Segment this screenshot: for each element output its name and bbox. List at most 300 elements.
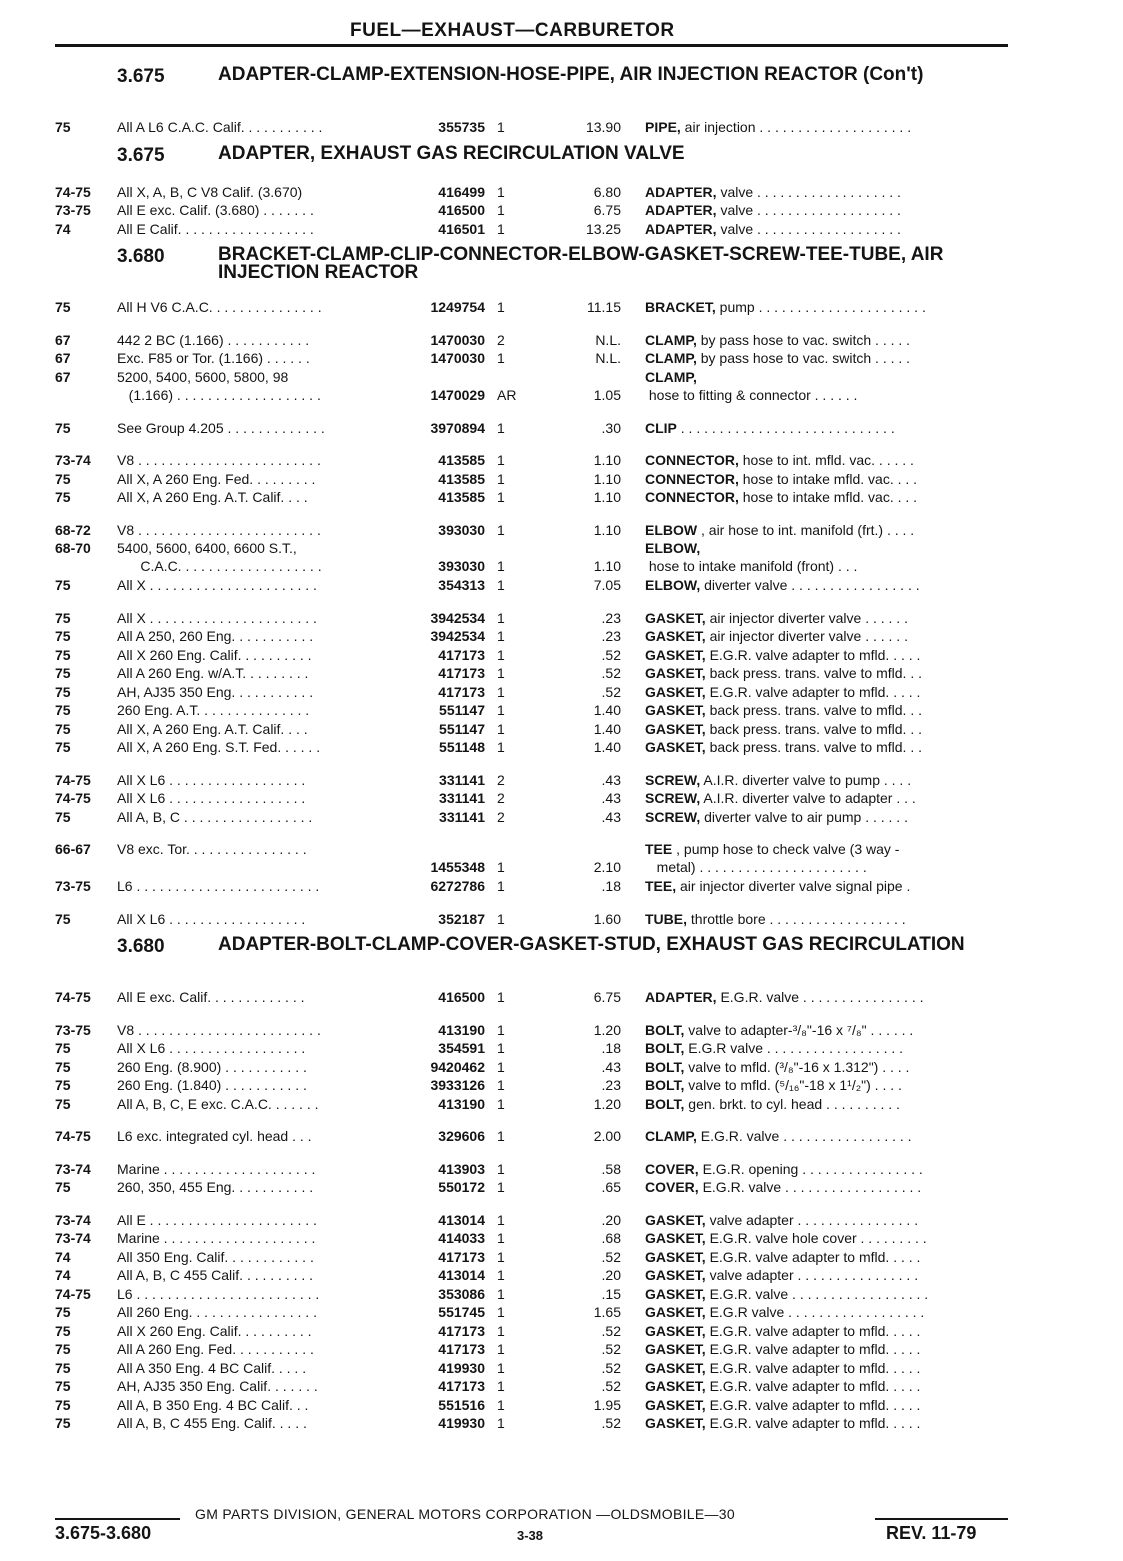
part-row bbox=[0, 1359, 1123, 1378]
part-group bbox=[0, 331, 1123, 405]
part-number: 331141 bbox=[439, 771, 485, 788]
title-rule bbox=[55, 44, 1008, 47]
section-heading bbox=[0, 244, 1123, 284]
part-row bbox=[0, 683, 1123, 702]
part-number: 413585 bbox=[438, 452, 485, 468]
model-year: 75 bbox=[55, 419, 71, 436]
description bbox=[645, 470, 1007, 488]
description bbox=[645, 298, 1007, 316]
price: .52 bbox=[601, 683, 621, 700]
application: All A 260 Eng. w/A.T. . . . . . . . . bbox=[117, 665, 309, 681]
application: All X L6 . . . . . . . . . . . . . . . . . . bbox=[117, 790, 306, 806]
application: All X 260 Eng. Calif. . . . . . . . . . bbox=[117, 646, 312, 663]
price: .15 bbox=[601, 1285, 621, 1302]
part-detail: valve to adapter-³/₈"-16 x ⁷/₈" . . . . . . bbox=[684, 1021, 914, 1038]
part-name: SCREW, bbox=[645, 808, 701, 825]
part-row bbox=[0, 1076, 1123, 1095]
section-number: 3.675 bbox=[117, 66, 165, 87]
application: All A, B, C, E exc. C.A.C. . . . . . . bbox=[117, 1095, 319, 1112]
application: 442 2 BC (1.166) . . . . . . . . . . . bbox=[117, 331, 310, 348]
description bbox=[645, 368, 1007, 404]
part-number: 3933126 bbox=[430, 1077, 485, 1093]
footer-section-range: 3.675-3.680 bbox=[55, 1523, 152, 1543]
price: .65 bbox=[601, 1179, 621, 1195]
quantity: 1 bbox=[497, 1378, 505, 1394]
part-name: BOLT, bbox=[645, 1077, 685, 1093]
catalog-section bbox=[0, 244, 1123, 928]
quantity: 2 bbox=[497, 808, 505, 825]
part-name: CLAMP, bbox=[645, 368, 697, 385]
part-number: 417173 bbox=[438, 683, 485, 700]
part-name: TUBE, bbox=[645, 910, 687, 927]
part-detail: , pump hose to check valve (3 way - metal) . . . . . . . . . . . . . . . . . . . . . . bbox=[656, 841, 900, 875]
part-detail: valve to mfld. (³/₈"-16 x 1.312") . . . . bbox=[684, 1058, 910, 1075]
part-number: 416501 bbox=[438, 220, 485, 237]
part-row bbox=[0, 738, 1123, 757]
part-detail: A.I.R. diverter valve to pump . . . . bbox=[700, 771, 912, 788]
price: 1.10 bbox=[593, 558, 621, 574]
price: .52 bbox=[601, 1359, 621, 1376]
part-name: GASKET, bbox=[645, 1359, 706, 1376]
model-year: 73-75 bbox=[55, 1021, 91, 1038]
price: 13.25 bbox=[585, 220, 621, 237]
quantity: 1 bbox=[497, 1285, 505, 1302]
model-year: 75 bbox=[55, 577, 71, 593]
part-row bbox=[0, 1039, 1123, 1058]
section-title: ADAPTER-CLAMP-EXTENSION-HOSE-PIPE, AIR INJECTION REACTOR (Con't) bbox=[218, 64, 924, 85]
price: .30 bbox=[601, 419, 621, 436]
part-detail: E.G.R. valve adapter to mfld. . . . . bbox=[705, 646, 921, 663]
part-number: 414033 bbox=[438, 1230, 485, 1246]
quantity: 1 bbox=[497, 628, 505, 644]
part-name: COVER, bbox=[645, 1179, 699, 1195]
part-name: GASKET, bbox=[645, 1415, 706, 1431]
price: 1.40 bbox=[593, 720, 621, 737]
part-number: 413190 bbox=[438, 1021, 485, 1038]
price: 1.40 bbox=[593, 702, 621, 718]
model-year: 74-75 bbox=[55, 1128, 91, 1144]
price: 6.80 bbox=[593, 183, 621, 200]
part-group bbox=[0, 910, 1123, 929]
part-detail: E.G.R. valve . . . . . . . . . . . . . . . . bbox=[716, 989, 924, 1005]
part-row bbox=[0, 576, 1123, 595]
application: All X, A, B, C V8 Calif. (3.670) bbox=[117, 183, 303, 200]
description bbox=[645, 331, 1007, 349]
part-name: CLAMP, bbox=[645, 1128, 697, 1144]
part-name: GASKET, bbox=[645, 628, 706, 644]
price: 1.20 bbox=[593, 1095, 621, 1112]
application: All E Calif. . . . . . . . . . . . . . . . . . bbox=[117, 220, 314, 237]
footer-rule-right bbox=[875, 1518, 1008, 1520]
price: .23 bbox=[601, 1077, 621, 1093]
model-year: 74-75 bbox=[55, 790, 91, 806]
application: All X, A 260 Eng. S.T. Fed. . . . . . bbox=[117, 739, 321, 755]
part-group bbox=[0, 988, 1123, 1007]
part-row bbox=[0, 1095, 1123, 1114]
part-detail: back press. trans. valve to mfld. . . bbox=[705, 739, 922, 755]
price: .43 bbox=[601, 1058, 621, 1075]
part-detail: hose to intake mfld. vac. . . . bbox=[738, 489, 918, 505]
part-group bbox=[0, 609, 1123, 757]
part-row bbox=[0, 1377, 1123, 1396]
part-detail: E.G.R. valve adapter to mfld. . . . . bbox=[705, 1396, 921, 1413]
catalog-section bbox=[0, 64, 1123, 137]
footer-page-number: 3-38 bbox=[517, 1528, 544, 1543]
part-name: ADAPTER, bbox=[645, 220, 717, 237]
model-year: 75 bbox=[55, 1378, 71, 1394]
footer-rule-left bbox=[55, 1518, 180, 1520]
quantity: 1 bbox=[497, 720, 505, 737]
quantity: 1 bbox=[497, 1396, 505, 1413]
price: .58 bbox=[601, 1160, 621, 1177]
description bbox=[645, 1303, 1007, 1321]
price: .18 bbox=[601, 878, 621, 894]
part-number: 3942534 bbox=[430, 628, 485, 644]
part-row bbox=[0, 910, 1123, 929]
price: .52 bbox=[601, 1378, 621, 1394]
application: AH, AJ35 350 Eng. . . . . . . . . . . bbox=[117, 683, 314, 700]
description bbox=[645, 1058, 1007, 1076]
quantity: 1 bbox=[497, 183, 505, 200]
model-year: 75 bbox=[55, 1396, 71, 1413]
description bbox=[645, 877, 1007, 895]
part-detail: hose to intake mfld. vac. . . . bbox=[738, 470, 918, 487]
model-year: 73-74 bbox=[55, 452, 91, 468]
description bbox=[645, 118, 1007, 136]
model-year: 75 bbox=[55, 1359, 71, 1376]
part-name: CONNECTOR, bbox=[645, 470, 739, 487]
application: All X L6 . . . . . . . . . . . . . . . . . . bbox=[117, 771, 306, 788]
model-year: 75 bbox=[55, 119, 71, 135]
part-number: 417173 bbox=[438, 1341, 485, 1357]
part-detail: air injection . . . . . . . . . . . . . . . . . . . . bbox=[680, 119, 912, 135]
part-name: GASKET, bbox=[645, 1341, 706, 1357]
part-row bbox=[0, 1127, 1123, 1146]
section-number: 3.680 bbox=[117, 246, 165, 267]
price: .43 bbox=[601, 808, 621, 825]
part-name: ELBOW bbox=[645, 521, 698, 538]
model-year: 75 bbox=[55, 1095, 71, 1112]
part-row bbox=[0, 368, 1123, 405]
part-name: GASKET, bbox=[645, 1230, 706, 1246]
part-name: TEE, bbox=[645, 878, 677, 894]
quantity: 2 bbox=[497, 790, 505, 806]
part-detail: valve . . . . . . . . . . . . . . . . . . . bbox=[716, 183, 901, 200]
application: All X . . . . . . . . . . . . . . . . . . . . . . bbox=[117, 609, 317, 626]
part-name: ELBOW, bbox=[645, 540, 701, 556]
part-row bbox=[0, 664, 1123, 683]
price: 1.10 bbox=[593, 489, 621, 505]
price: .52 bbox=[601, 665, 621, 681]
description bbox=[645, 771, 1007, 789]
quantity: 1 bbox=[497, 470, 505, 487]
part-number: 331141 bbox=[439, 790, 485, 806]
part-detail: by pass hose to vac. switch . . . . . bbox=[696, 331, 911, 348]
quantity: 1 bbox=[497, 521, 505, 538]
footer-revision: REV. 11-79 bbox=[886, 1523, 977, 1543]
price: .52 bbox=[601, 1341, 621, 1357]
part-row bbox=[0, 701, 1123, 720]
part-row bbox=[0, 1396, 1123, 1415]
description bbox=[645, 720, 1007, 738]
part-number: 355735 bbox=[438, 119, 485, 135]
part-row bbox=[0, 298, 1123, 317]
description bbox=[645, 183, 1007, 201]
model-year: 75 bbox=[55, 1179, 71, 1195]
part-number: 551147 bbox=[439, 720, 485, 737]
part-name: BOLT, bbox=[645, 1021, 685, 1038]
part-name: GASKET, bbox=[645, 609, 706, 626]
quantity: 1 bbox=[497, 1095, 505, 1112]
part-group bbox=[0, 118, 1123, 137]
description bbox=[645, 1285, 1007, 1303]
application: All E . . . . . . . . . . . . . . . . . . . . . . bbox=[117, 1211, 317, 1228]
part-row bbox=[0, 419, 1123, 438]
part-number: 551148 bbox=[439, 739, 485, 755]
price: .23 bbox=[601, 628, 621, 644]
price: .43 bbox=[601, 790, 621, 806]
part-number: 413585 bbox=[438, 470, 485, 487]
model-year: 74 bbox=[55, 1248, 71, 1265]
part-row bbox=[0, 1021, 1123, 1040]
part-row bbox=[0, 521, 1123, 540]
quantity: 1 bbox=[497, 1160, 505, 1177]
quantity: 1 bbox=[497, 665, 505, 681]
part-detail: diverter valve to air pump . . . . . . bbox=[700, 808, 908, 825]
description bbox=[645, 1127, 1007, 1145]
part-number: 354591 bbox=[438, 1040, 485, 1056]
model-year: 75 bbox=[55, 1058, 71, 1075]
part-row bbox=[0, 1248, 1123, 1267]
model-year: 75 bbox=[55, 489, 71, 505]
part-name: GASKET, bbox=[645, 1248, 706, 1265]
part-number: 413585 bbox=[438, 489, 485, 505]
price: .52 bbox=[601, 1322, 621, 1339]
part-number: 1249754 bbox=[430, 299, 485, 315]
part-name: GASKET, bbox=[645, 646, 706, 663]
part-detail: hose to intake manifold (front) . . . bbox=[648, 558, 858, 574]
quantity: 2 bbox=[497, 771, 505, 788]
part-number: 3970894 bbox=[430, 419, 485, 436]
price: 13.90 bbox=[585, 119, 621, 135]
application: All A, B 350 Eng. 4 BC Calif. . . bbox=[117, 1396, 309, 1413]
part-name: CONNECTOR, bbox=[645, 452, 739, 468]
description bbox=[645, 1021, 1007, 1039]
part-detail: A.I.R. diverter valve to adapter . . . bbox=[700, 790, 916, 806]
description bbox=[645, 988, 1007, 1006]
part-group bbox=[0, 183, 1123, 239]
description bbox=[645, 789, 1007, 807]
part-detail: air injector diverter valve signal pipe . bbox=[676, 878, 911, 894]
quantity: 1 bbox=[497, 1341, 505, 1357]
section-title: ADAPTER, EXHAUST GAS RECIRCULATION VALVE bbox=[218, 142, 685, 164]
price: .68 bbox=[601, 1230, 621, 1246]
price: N.L. bbox=[595, 350, 621, 366]
quantity: 1 bbox=[497, 452, 505, 468]
price: N.L. bbox=[595, 331, 621, 348]
part-detail: valve . . . . . . . . . . . . . . . . . . . bbox=[716, 220, 901, 237]
application: All A 250, 260 Eng. . . . . . . . . . . bbox=[117, 628, 314, 644]
price: .52 bbox=[601, 646, 621, 663]
application: All 260 Eng. . . . . . . . . . . . . . . . . bbox=[117, 1304, 317, 1320]
description bbox=[645, 488, 1007, 506]
part-name: PIPE, bbox=[645, 119, 681, 135]
part-detail: valve . . . . . . . . . . . . . . . . . . . bbox=[716, 202, 901, 218]
price: 1.10 bbox=[593, 521, 621, 538]
description bbox=[645, 808, 1007, 826]
part-group bbox=[0, 1211, 1123, 1433]
model-year: 74-75 bbox=[55, 183, 91, 200]
description bbox=[645, 1095, 1007, 1113]
description bbox=[645, 1211, 1007, 1229]
model-year: 75 bbox=[55, 646, 71, 663]
quantity: 1 bbox=[497, 350, 505, 366]
quantity: 1 bbox=[497, 609, 505, 626]
part-name: SCREW, bbox=[645, 790, 701, 806]
quantity: 1 bbox=[497, 202, 505, 218]
part-number: 419930 bbox=[438, 1415, 485, 1431]
price: 1.65 bbox=[593, 1304, 621, 1320]
model-year: 75 bbox=[55, 470, 71, 487]
part-name: GASKET, bbox=[645, 683, 706, 700]
part-name: CONNECTOR, bbox=[645, 489, 739, 505]
part-detail: E.G.R. valve . . . . . . . . . . . . . . . . . . bbox=[705, 1285, 929, 1302]
description bbox=[645, 1229, 1007, 1247]
part-name: GASKET, bbox=[645, 1304, 706, 1320]
part-number: 331141 bbox=[439, 808, 485, 825]
part-number: 416499 bbox=[438, 183, 485, 200]
part-name: BOLT, bbox=[645, 1058, 685, 1075]
part-detail: E.G.R valve . . . . . . . . . . . . . . . . . . bbox=[684, 1040, 904, 1056]
application: All X, A 260 Eng. A.T. Calif. . . . bbox=[117, 489, 308, 505]
model-year: 75 bbox=[55, 299, 71, 315]
part-row bbox=[0, 1414, 1123, 1433]
quantity: 1 bbox=[497, 489, 505, 505]
part-number: 551147 bbox=[439, 702, 485, 718]
price: 11.15 bbox=[587, 299, 621, 315]
price: 1.95 bbox=[593, 1396, 621, 1413]
application: All A, B, C 455 Eng. Calif. . . . . bbox=[117, 1415, 307, 1431]
part-detail: pump . . . . . . . . . . . . . . . . . . . . . . bbox=[715, 299, 926, 315]
part-detail: hose to fitting & connector . . . . . . bbox=[648, 386, 858, 403]
part-detail: hose to int. mfld. vac. . . . . . bbox=[738, 452, 914, 468]
application: V8 exc. Tor. . . . . . . . . . . . . . . . bbox=[117, 841, 307, 857]
application: All 350 Eng. Calif. . . . . . . . . . . . bbox=[117, 1248, 314, 1265]
description bbox=[645, 627, 1007, 645]
part-row bbox=[0, 771, 1123, 790]
description bbox=[645, 1340, 1007, 1358]
part-detail: E.G.R. valve adapter to mfld. . . . . bbox=[705, 1322, 921, 1339]
section-number: 3.680 bbox=[117, 936, 165, 957]
price: 7.05 bbox=[593, 577, 621, 593]
application: All E exc. Calif. (3.680) . . . . . . . bbox=[117, 202, 314, 218]
price: .23 bbox=[601, 609, 621, 626]
part-number: 417173 bbox=[438, 1378, 485, 1394]
part-number: 550172 bbox=[438, 1179, 485, 1195]
price: 1.60 bbox=[593, 910, 621, 927]
price: .20 bbox=[601, 1267, 621, 1283]
part-detail: E.G.R. valve adapter to mfld. . . . . bbox=[705, 1248, 921, 1265]
price: 1.40 bbox=[593, 739, 621, 755]
part-number: 416500 bbox=[438, 989, 485, 1005]
part-number: 419930 bbox=[438, 1359, 485, 1376]
quantity: 2 bbox=[497, 331, 505, 348]
quantity: 1 bbox=[497, 702, 505, 718]
part-row bbox=[0, 451, 1123, 470]
part-group bbox=[0, 298, 1123, 317]
part-detail: back press. trans. valve to mfld. . . bbox=[705, 665, 922, 681]
description bbox=[645, 201, 1007, 219]
quantity: 1 bbox=[497, 1248, 505, 1265]
quantity: 1 bbox=[497, 119, 505, 135]
quantity: 1 bbox=[497, 910, 505, 927]
quantity: 1 bbox=[497, 1040, 505, 1056]
model-year: 75 bbox=[55, 665, 71, 681]
model-year: 74-75 bbox=[55, 989, 91, 1005]
description bbox=[645, 451, 1007, 469]
part-number: 413190 bbox=[438, 1095, 485, 1112]
part-name: BRACKET, bbox=[645, 299, 716, 315]
quantity: 1 bbox=[497, 1211, 505, 1228]
part-detail: E.G.R. valve adapter to mfld. . . . . bbox=[705, 1378, 921, 1394]
part-number: 354313 bbox=[438, 577, 485, 593]
part-row bbox=[0, 988, 1123, 1007]
part-row bbox=[0, 220, 1123, 239]
model-year: 75 bbox=[55, 683, 71, 700]
description bbox=[645, 738, 1007, 756]
part-number: 417173 bbox=[438, 665, 485, 681]
part-row bbox=[0, 789, 1123, 808]
application: AH, AJ35 350 Eng. Calif. . . . . . . bbox=[117, 1378, 318, 1394]
part-number: 551745 bbox=[438, 1304, 485, 1320]
part-name: GASKET, bbox=[645, 1322, 706, 1339]
part-number: 417173 bbox=[438, 1248, 485, 1265]
part-name: ADAPTER, bbox=[645, 989, 717, 1005]
part-row bbox=[0, 183, 1123, 202]
part-group bbox=[0, 419, 1123, 438]
part-name: ADAPTER, bbox=[645, 202, 717, 218]
model-year: 73-74 bbox=[55, 1211, 91, 1228]
model-year: 75 bbox=[55, 1040, 71, 1056]
description bbox=[645, 1414, 1007, 1432]
description bbox=[645, 1178, 1007, 1196]
part-name: GASKET, bbox=[645, 739, 706, 755]
part-row bbox=[0, 1058, 1123, 1077]
price: 1.10 bbox=[593, 452, 621, 468]
model-year: 73-74 bbox=[55, 1160, 91, 1177]
part-number: 417173 bbox=[438, 1322, 485, 1339]
footer-corporation: GM PARTS DIVISION, GENERAL MOTORS CORPORATION —OLDSMOBILE—30 bbox=[195, 1506, 735, 1522]
part-row bbox=[0, 1322, 1123, 1341]
quantity: 1 bbox=[497, 1128, 505, 1144]
part-detail: E.G.R. valve adapter to mfld. . . . . bbox=[705, 1359, 921, 1376]
part-number: 413014 bbox=[438, 1211, 485, 1228]
part-name: ELBOW, bbox=[645, 577, 701, 593]
part-row bbox=[0, 1285, 1123, 1304]
part-number: 3942534 bbox=[430, 609, 485, 626]
model-year: 75 bbox=[55, 1415, 71, 1431]
application: All X 260 Eng. Calif. . . . . . . . . . bbox=[117, 1322, 312, 1339]
model-year: 68-70 bbox=[55, 540, 91, 556]
section-number: 3.675 bbox=[117, 144, 165, 166]
part-row bbox=[0, 840, 1123, 877]
part-name: GASKET, bbox=[645, 1267, 706, 1283]
application: All A L6 C.A.C. Calif. . . . . . . . . . . bbox=[117, 119, 323, 135]
model-year: 68-72 bbox=[55, 521, 91, 538]
quantity: 1 bbox=[497, 1267, 505, 1283]
model-year: 75 bbox=[55, 739, 71, 755]
model-year: 75 bbox=[55, 609, 71, 626]
